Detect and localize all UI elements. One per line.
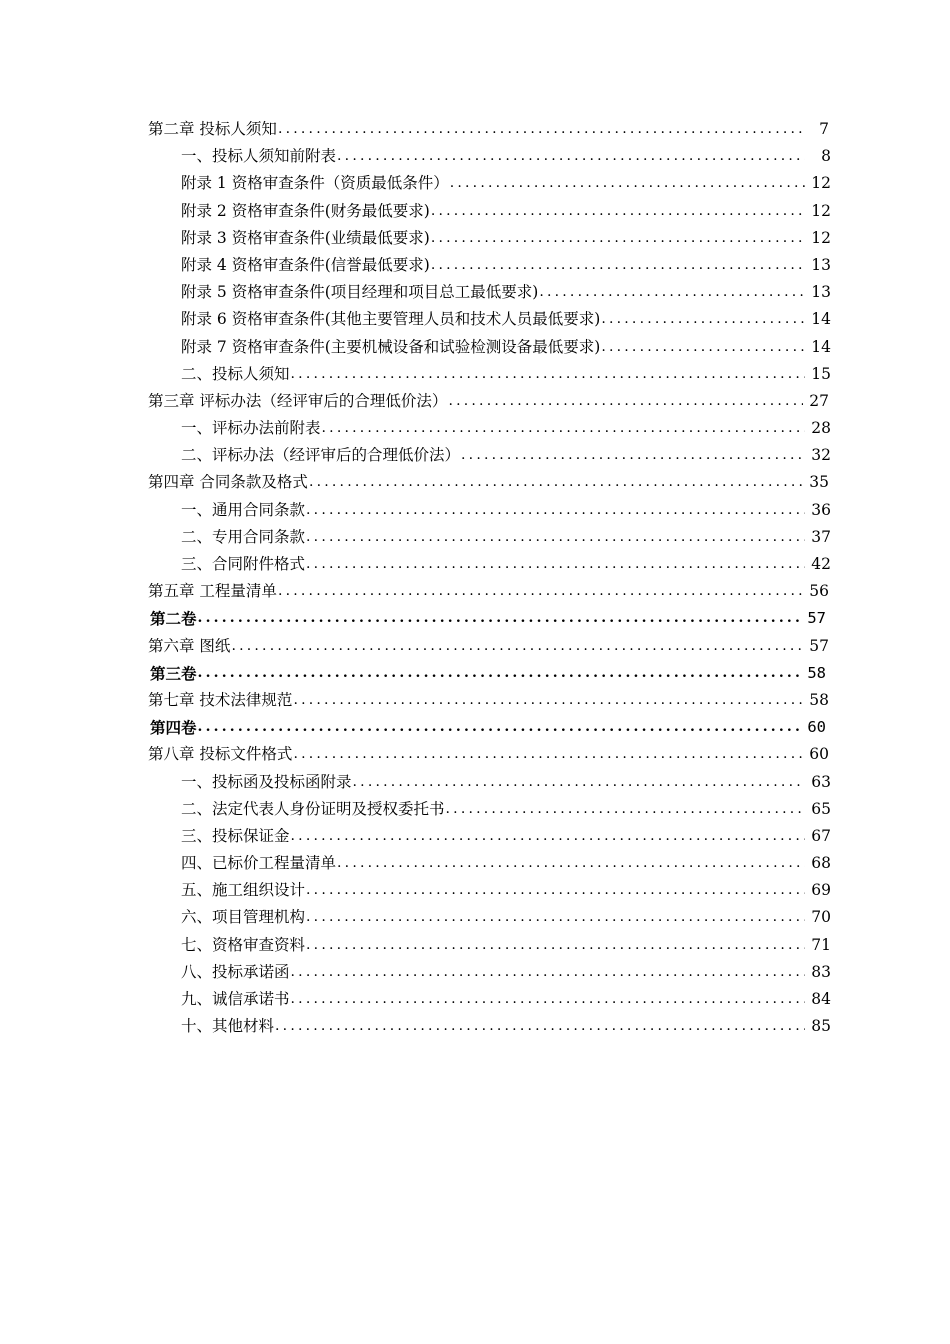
toc-entry-label: 附录 6 资格审查条件(其他主要管理人员和技术人员最低要求): [181, 310, 601, 329]
toc-page-number: 32: [811, 446, 831, 465]
toc-entry-label: 附录 1 资格审查条件（资质最低条件）: [181, 174, 449, 193]
toc-page-number: 13: [811, 255, 831, 274]
toc-page-number: 13: [811, 283, 831, 302]
toc-entry-label: 五、施工组织设计: [181, 881, 306, 900]
toc-dot-leader: [278, 116, 803, 143]
toc-dot-leader: [291, 823, 805, 850]
toc-dot-leader: [291, 986, 805, 1013]
toc-chapter-entry[interactable]: [0, 741, 950, 768]
toc-entry-label: 六、项目管理机构: [181, 908, 306, 927]
toc-dot-leader: [198, 714, 800, 741]
toc-dot-leader: [539, 279, 805, 306]
toc-entry-line: [181, 823, 831, 850]
toc-dot-leader: [291, 959, 805, 986]
toc-section-entry[interactable]: [0, 1013, 950, 1040]
toc-entry-label: 第七章 技术法律规范: [148, 690, 293, 709]
toc-page-number: 27: [809, 391, 829, 410]
toc-entry-label: 第三章 评标办法（经评审后的合理低价法）: [148, 391, 448, 410]
toc-entry-label: 一、投标函及投标函附录: [181, 772, 352, 791]
toc-entry-line: [181, 306, 831, 333]
toc-entry-line: [181, 850, 831, 877]
toc-entry-line: [181, 524, 831, 551]
toc-chapter-entry[interactable]: [0, 633, 950, 660]
toc-entry-line: [181, 497, 831, 524]
toc-entry-label: 二、投标人须知: [181, 364, 290, 383]
toc-dot-leader: [293, 687, 803, 714]
toc-entry-label: 三、投标保证金: [181, 826, 290, 845]
toc-entry-label: 三、合同附件格式: [181, 555, 306, 573]
toc-page-number: 58: [807, 663, 826, 682]
toc-section-entry[interactable]: [0, 932, 950, 959]
toc-entry-label: 一、投标人须知前附表: [181, 147, 337, 166]
toc-entry-label: 四、已标价工程量清单: [181, 854, 337, 873]
toc-section-entry[interactable]: [0, 442, 950, 469]
toc-entry-label: 第五章 工程量清单: [148, 582, 277, 601]
toc-dot-leader: [431, 225, 805, 252]
toc-page-number: 14: [811, 310, 831, 329]
toc-dot-leader: [293, 741, 803, 768]
toc-entry-label: 第四卷: [150, 718, 197, 738]
toc-entry-label: 二、法定代表人身份证明及授权委托书: [181, 799, 445, 818]
toc-entry-line: [181, 959, 831, 986]
toc-page-number: 58: [809, 690, 829, 709]
toc-entry-label: 八、投标承诺函: [181, 962, 290, 981]
toc-dot-leader: [431, 252, 805, 279]
toc-entry-line: [181, 551, 831, 578]
toc-chapter-entry[interactable]: [0, 469, 950, 496]
toc-section-entry[interactable]: [0, 198, 950, 225]
toc-dot-leader: [198, 660, 800, 687]
toc-entry-label: 一、评标办法前附表: [181, 419, 321, 438]
toc-page-number: 60: [809, 745, 829, 764]
toc-section-entry[interactable]: [0, 524, 950, 551]
toc-page-number: 67: [811, 826, 831, 845]
toc-dot-leader: [198, 605, 800, 632]
toc-section-entry[interactable]: [0, 306, 950, 333]
toc-page-number: 36: [811, 500, 831, 519]
toc-page-number: 71: [811, 935, 831, 954]
toc-entry-line: [181, 225, 831, 252]
toc-chapter-entry[interactable]: [0, 388, 950, 415]
toc-section-entry[interactable]: [0, 877, 950, 904]
toc-entry-line: [181, 796, 831, 823]
toc-entry-line: [181, 932, 831, 959]
toc-page-number: 70: [811, 908, 831, 927]
toc-chapter-entry[interactable]: [0, 578, 950, 605]
toc-dot-leader: [431, 198, 805, 225]
toc-volume-entry[interactable]: [0, 660, 950, 687]
toc-page-number: 60: [807, 718, 826, 737]
toc-page-number: 63: [811, 772, 831, 791]
toc-page-number: 69: [811, 881, 831, 900]
toc-dot-leader: [448, 388, 803, 415]
toc-dot-leader: [306, 551, 805, 578]
toc-entry-label: 附录 3 资格审查条件(业绩最低要求): [181, 228, 430, 247]
toc-dot-leader: [446, 796, 805, 823]
toc-entry-label: 一、通用合同条款: [181, 500, 306, 519]
toc-entry-line: [148, 469, 829, 496]
toc-dot-leader: [291, 361, 805, 388]
toc-page-number: 42: [811, 555, 831, 573]
toc-entry-label: 附录 7 资格审查条件(主要机械设备和试验检测设备最低要求): [181, 337, 601, 356]
toc-section-entry[interactable]: [0, 279, 950, 306]
toc-dot-leader: [306, 904, 805, 931]
toc-dot-leader: [337, 850, 805, 877]
toc-chapter-entry[interactable]: [0, 687, 950, 714]
toc-entry-line: [148, 116, 829, 143]
toc-dot-leader: [353, 769, 805, 796]
toc-entry-line: [148, 388, 829, 415]
toc-section-entry[interactable]: [0, 823, 950, 850]
toc-page-number: 8: [821, 147, 831, 166]
toc-entry-line: [181, 415, 831, 442]
toc-entry-label: 第二卷: [150, 609, 197, 629]
toc-page-number: 14: [811, 337, 831, 356]
toc-entry-label: 第三卷: [150, 663, 197, 683]
toc-page-number: 85: [811, 1017, 831, 1036]
toc-dot-leader: [278, 578, 803, 605]
toc-dot-leader: [306, 497, 805, 524]
toc-dot-leader: [450, 170, 805, 197]
toc-entry-label: 九、诚信承诺书: [181, 990, 290, 1008]
toc-page-number: 28: [811, 419, 831, 438]
toc-entry-line: [181, 170, 831, 197]
toc-dot-leader: [461, 442, 805, 469]
toc-dot-leader: [306, 524, 805, 551]
toc-entry-line: [181, 986, 831, 1013]
toc-entry-line: [150, 660, 826, 687]
toc-page-number: 57: [809, 636, 829, 655]
toc-entry-label: 十、其他材料: [181, 1017, 275, 1036]
toc-section-entry[interactable]: [0, 361, 950, 388]
toc-dot-leader: [306, 877, 805, 904]
toc-entry-label: 第四章 合同条款及格式: [148, 473, 308, 492]
toc-section-entry[interactable]: [0, 170, 950, 197]
toc-entry-line: [181, 334, 831, 361]
toc-entry-label: 附录 5 资格审查条件(项目经理和项目总工最低要求): [181, 283, 539, 302]
toc-entry-line: [148, 687, 829, 714]
toc-entry-line: [181, 143, 831, 170]
table-of-contents: [0, 116, 950, 1040]
toc-section-entry[interactable]: [0, 252, 950, 279]
toc-page-number: 35: [809, 473, 829, 492]
toc-page-number: 65: [811, 799, 831, 818]
toc-page-number: 84: [811, 990, 831, 1008]
toc-entry-line: [148, 578, 829, 605]
toc-section-entry[interactable]: [0, 334, 950, 361]
toc-section-entry[interactable]: [0, 986, 950, 1013]
toc-page-number: 15: [811, 364, 831, 383]
toc-entry-label: 第六章 图纸: [148, 636, 231, 655]
toc-entry-label: 七、资格审查资料: [181, 935, 306, 954]
toc-section-entry[interactable]: [0, 959, 950, 986]
toc-volume-entry[interactable]: [0, 605, 950, 632]
toc-section-entry[interactable]: [0, 850, 950, 877]
toc-page-number: 83: [811, 962, 831, 981]
toc-dot-leader: [275, 1013, 805, 1040]
toc-section-entry[interactable]: [0, 497, 950, 524]
toc-page-number: 37: [811, 527, 831, 546]
toc-entry-label: 二、专用合同条款: [181, 527, 306, 546]
toc-section-entry[interactable]: [0, 904, 950, 931]
toc-entry-line: [181, 904, 831, 931]
toc-dot-leader: [322, 415, 805, 442]
toc-page-number: 57: [807, 609, 826, 628]
toc-entry-line: [181, 1013, 831, 1040]
toc-section-entry[interactable]: [0, 225, 950, 252]
toc-entry-line: [181, 442, 831, 469]
toc-section-entry[interactable]: [0, 769, 950, 796]
toc-section-entry[interactable]: [0, 551, 950, 578]
toc-page-number: 12: [811, 174, 831, 193]
toc-volume-entry[interactable]: [0, 714, 950, 741]
toc-entry-line: [181, 198, 831, 225]
toc-page-number: 56: [809, 582, 829, 601]
toc-dot-leader: [231, 633, 803, 660]
toc-entry-label: 第八章 投标文件格式: [148, 745, 293, 764]
toc-entry-line: [181, 252, 831, 279]
toc-section-entry[interactable]: [0, 415, 950, 442]
toc-entry-line: [181, 769, 831, 796]
toc-page-number: 12: [811, 228, 831, 247]
toc-dot-leader: [306, 932, 805, 959]
toc-section-entry[interactable]: [0, 143, 950, 170]
toc-entry-line: [181, 877, 831, 904]
toc-dot-leader: [601, 306, 805, 333]
toc-entry-line: [150, 714, 826, 741]
toc-entry-line: [181, 279, 831, 306]
toc-page-number: 12: [811, 201, 831, 220]
toc-entry-line: [148, 633, 829, 660]
toc-entry-label: 第二章 投标人须知: [148, 120, 277, 138]
toc-entry-label: 二、评标办法（经评审后的合理低价法）: [181, 446, 461, 465]
toc-page-number: 7: [819, 120, 829, 138]
toc-dot-leader: [309, 469, 803, 496]
toc-dot-leader: [337, 143, 805, 170]
toc-entry-line: [148, 741, 829, 768]
toc-chapter-entry[interactable]: [0, 116, 950, 143]
toc-dot-leader: [601, 334, 805, 361]
toc-entry-label: 附录 4 资格审查条件(信誉最低要求): [181, 255, 430, 274]
toc-page-number: 68: [811, 854, 831, 873]
toc-entry-line: [181, 361, 831, 388]
toc-entry-label: 附录 2 资格审查条件(财务最低要求): [181, 201, 430, 220]
toc-entry-line: [150, 605, 826, 632]
toc-section-entry[interactable]: [0, 796, 950, 823]
